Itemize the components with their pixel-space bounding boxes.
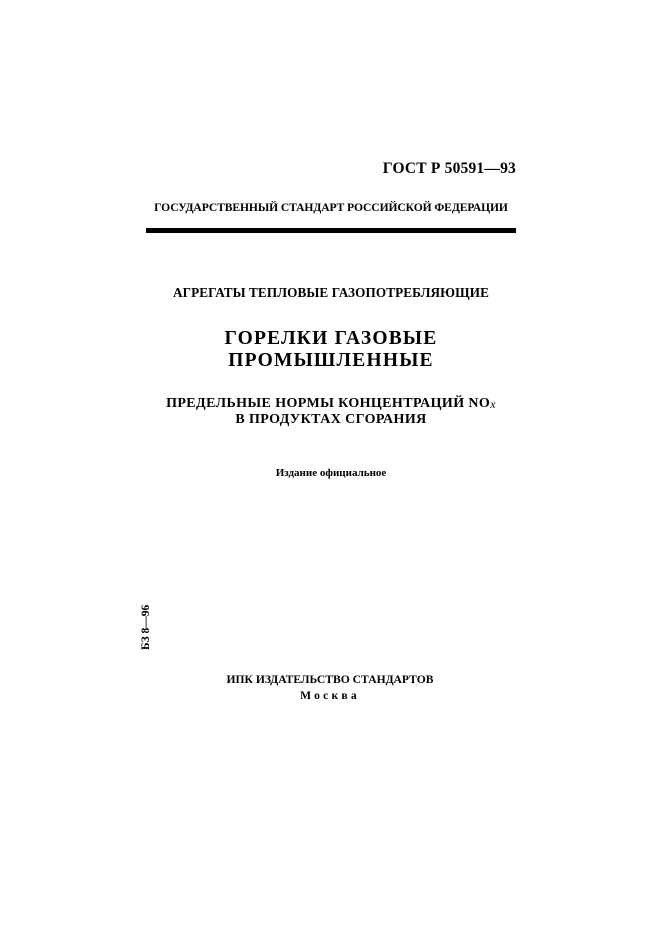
- header-rule-divider: [146, 228, 516, 233]
- edition-note: Издание официальное: [275, 467, 387, 479]
- document-subtitle: [146, 396, 516, 428]
- gost-number: ГОСТ Р 50591—93: [382, 160, 516, 177]
- document-title-line-1: ГОРЕЛКИ ГАЗОВЫЕ: [224, 328, 438, 349]
- category-heading: АГРЕГАТЫ ТЕПЛОВЫЕ ГАЗОПОТРЕБЛЯЮЩИЕ: [173, 285, 489, 300]
- publisher-city: Москва: [300, 689, 360, 702]
- publisher-name: ИПК ИЗДАТЕЛЬСТВО СТАНДАРТОВ: [226, 673, 434, 686]
- side-code-vertical: БЗ 8—96: [140, 604, 152, 650]
- document-subtitle-line-2: В ПРОДУКТАХ СГОРАНИЯ: [235, 412, 427, 427]
- subscript-x: x: [490, 397, 496, 411]
- state-standard-header: ГОСУДАРСТВЕННЫЙ СТАНДАРТ РОССИЙСКОЙ ФЕДЕРАЦИИ: [154, 201, 508, 214]
- document-title: [146, 328, 516, 372]
- document-title-line-2: ПРОМЫШЛЕННЫЕ: [228, 350, 434, 371]
- subtitle-main-text: ПРЕДЕЛЬНЫЕ НОРМЫ КОНЦЕНТРАЦИЙ NO: [166, 396, 491, 411]
- document-subtitle-line-1: [146, 396, 516, 412]
